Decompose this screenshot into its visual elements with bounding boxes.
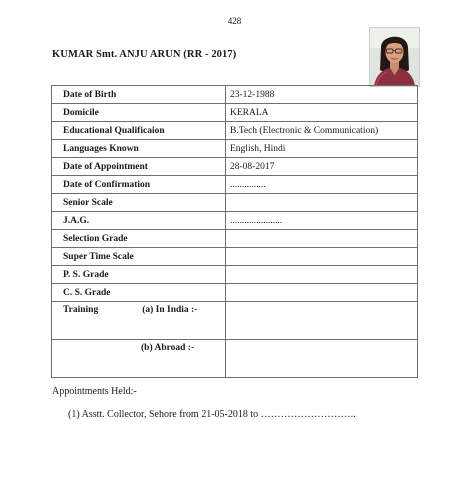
row-value-date-of-confirmation: ............... xyxy=(226,176,418,194)
row-label-ps-grade: P. S. Grade xyxy=(52,266,226,284)
row-label-training-abroad xyxy=(52,340,226,378)
appointment-list-item: (1) Asstt. Collector, Sehore from 21-05-2018 to ……………………….. xyxy=(68,409,356,420)
appointments-heading: Appointments Held:- xyxy=(52,386,137,397)
row-label-training-india xyxy=(52,302,226,340)
row-value-ps-grade xyxy=(226,266,418,284)
table-row xyxy=(52,86,418,104)
table-row xyxy=(52,230,418,248)
table-row xyxy=(52,284,418,302)
table-row xyxy=(52,248,418,266)
training-label: Training xyxy=(63,305,99,315)
officer-portrait-icon xyxy=(370,28,419,86)
officer-name-heading: KUMAR Smt. ANJU ARUN (RR - 2017) xyxy=(52,49,237,60)
row-label-date-of-confirmation: Date of Confirmation xyxy=(52,176,226,194)
table-row xyxy=(52,122,418,140)
row-value-domicile: KERALA xyxy=(226,104,418,122)
table-row xyxy=(52,176,418,194)
row-label-languages-known: Languages Known xyxy=(52,140,226,158)
row-value-date-of-appointment: 28-08-2017 xyxy=(226,158,418,176)
row-value-educational-qualification: B.Tech (Electronic & Communication) xyxy=(226,122,418,140)
table-row xyxy=(52,104,418,122)
officer-profile-table xyxy=(51,85,418,378)
row-value-languages-known: English, Hindi xyxy=(226,140,418,158)
row-value-senior-scale xyxy=(226,194,418,212)
row-value-jag: ...................... xyxy=(226,212,418,230)
row-label-educational-qualification: Educational Qualificaion xyxy=(52,122,226,140)
row-value-cs-grade xyxy=(226,284,418,302)
table-row xyxy=(52,212,418,230)
row-value-training-india xyxy=(226,302,418,340)
row-label-senior-scale: Senior Scale xyxy=(52,194,226,212)
row-label-super-time-scale: Super Time Scale xyxy=(52,248,226,266)
table-row xyxy=(52,194,418,212)
row-value-selection-grade xyxy=(226,230,418,248)
row-label-date-of-birth: Date of Birth xyxy=(52,86,226,104)
row-label-selection-grade: Selection Grade xyxy=(52,230,226,248)
table-row-training-india xyxy=(52,302,418,340)
table-row xyxy=(52,266,418,284)
training-india-label: (a) In India :- xyxy=(142,305,198,315)
training-abroad-label: (b) Abroad :- xyxy=(141,343,195,353)
row-label-cs-grade: C. S. Grade xyxy=(52,284,226,302)
officer-photo xyxy=(369,27,420,87)
row-value-training-abroad xyxy=(226,340,418,378)
table-row xyxy=(52,140,418,158)
row-value-date-of-birth: 23-12-1988 xyxy=(226,86,418,104)
row-label-date-of-appointment: Date of Appointment xyxy=(52,158,226,176)
page-number: 428 xyxy=(227,16,242,26)
row-label-domicile: Domicile xyxy=(52,104,226,122)
row-value-super-time-scale xyxy=(226,248,418,266)
table-row xyxy=(52,158,418,176)
table-row-training-abroad xyxy=(52,340,418,378)
row-label-jag: J.A.G. xyxy=(52,212,226,230)
